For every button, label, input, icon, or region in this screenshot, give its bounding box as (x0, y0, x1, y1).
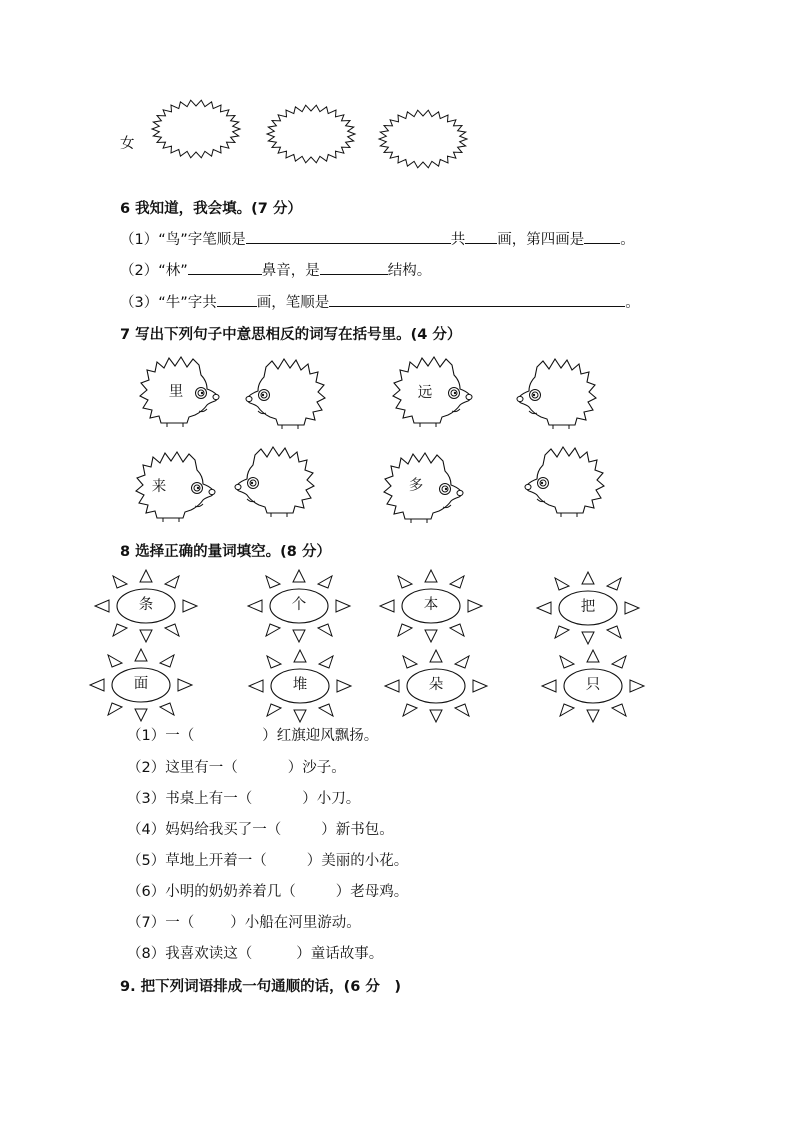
q6-line3-b: 画，笔顺是 (256, 295, 330, 311)
q6-line3-c: 。 (625, 295, 640, 311)
q8-sentence-suffix: ）美丽的小花。 (306, 853, 409, 869)
q8-sentence (127, 945, 383, 963)
q8-sentence-suffix: ）沙子。 (287, 760, 346, 776)
q8-sentence-prefix: （1）一（ (127, 728, 195, 744)
q7-word: 来 (151, 479, 167, 495)
answer-blank[interactable] (320, 260, 388, 275)
q6-title: 6 我知道，我会填。(7 分） (120, 201, 302, 217)
q8-measure-word: 条 (138, 597, 154, 613)
q6-line2-c: 结构。 (387, 263, 432, 279)
answer-blank[interactable] (329, 292, 625, 307)
q8-sentence-suffix: ）新书包。 (321, 822, 394, 838)
q7-title: 7 写出下列句子中意思相反的词写在括号里。(4 分） (120, 327, 462, 343)
q8-sentence-prefix: （6）小明的奶奶养着几（ (127, 884, 296, 900)
q7-word: 多 (408, 478, 424, 494)
q8-sentence-prefix: （2）这里有一（ (127, 760, 238, 776)
q6-line2-b: 鼻音，是 (261, 263, 320, 279)
q5-char: 女 (120, 136, 135, 152)
q8-sentence (127, 883, 408, 901)
q6-line3-num: （3） (120, 295, 159, 311)
burst-shape (265, 103, 357, 165)
q8-sentence-prefix: （8）我喜欢读这（ (127, 946, 253, 962)
q8-sentence-suffix: ）老母鸡。 (335, 884, 409, 900)
q8-sentence-prefix: （5）草地上开着一（ (127, 853, 267, 869)
q8-measure-word: 本 (423, 597, 439, 613)
q6-line1-num: （1） (120, 232, 159, 248)
q8-sentence (127, 852, 408, 870)
q8-measure-word: 堆 (292, 677, 308, 693)
burst-shape (377, 108, 469, 170)
answer-blank[interactable] (246, 229, 451, 244)
q8-measure-word: 只 (585, 677, 601, 693)
hedgehog-icon (519, 443, 607, 523)
q8-sentence-suffix: ）小刀。 (302, 791, 361, 807)
answer-blank[interactable] (217, 292, 257, 307)
q6-line2 (120, 260, 431, 280)
q6-line1 (120, 229, 635, 249)
q8-sentence-prefix: （7）一（ (127, 915, 195, 931)
q6-line3-a: “牛”字共 (158, 295, 217, 311)
q8-sentence-prefix: （4）妈妈给我买了一（ (127, 822, 282, 838)
q6-line2-num: （2） (120, 263, 159, 279)
answer-blank[interactable] (584, 229, 620, 244)
q6-line1-a: “鸟”字笔顺是 (158, 232, 246, 248)
q6-line3 (120, 292, 640, 312)
q8-sentence (127, 821, 394, 839)
hedgehog-icon (229, 443, 317, 523)
q8-sentence-suffix: ）红旗迎风飘扬。 (262, 728, 379, 744)
hedgehog-icon (240, 355, 328, 435)
q8-sentence-prefix: （3）书桌上有一（ (127, 791, 253, 807)
q6-line2-a: “林” (158, 263, 188, 279)
q8-measure-word: 把 (580, 599, 596, 615)
burst-shape (150, 98, 242, 160)
q8-sentence-suffix: ）童话故事。 (296, 946, 384, 962)
q7-word: 里 (168, 384, 184, 400)
answer-blank[interactable] (465, 229, 497, 244)
q9-title: 9. 把下列词语排成一句通顺的话，(6 分 ) (120, 979, 402, 995)
q8-measure-word: 面 (133, 676, 149, 692)
q8-sentence-suffix: ）小船在河里游动。 (230, 915, 361, 931)
q6-line1-b: 共 (450, 232, 466, 248)
q7-word: 远 (417, 385, 433, 401)
hedgehog-icon (511, 355, 599, 435)
q6-line1-d: 。 (620, 232, 635, 248)
q8-sentence (127, 727, 378, 745)
answer-blank[interactable] (188, 260, 262, 275)
q8-sentence (127, 759, 346, 777)
q8-measure-word: 朵 (428, 677, 444, 693)
q8-sentence (127, 790, 360, 808)
q8-measure-word: 个 (291, 597, 307, 613)
q8-sentence (127, 914, 361, 932)
q8-title: 8 选择正确的量词填空。(8 分） (120, 544, 331, 560)
q6-line1-c: 画，第四画是 (497, 232, 585, 248)
